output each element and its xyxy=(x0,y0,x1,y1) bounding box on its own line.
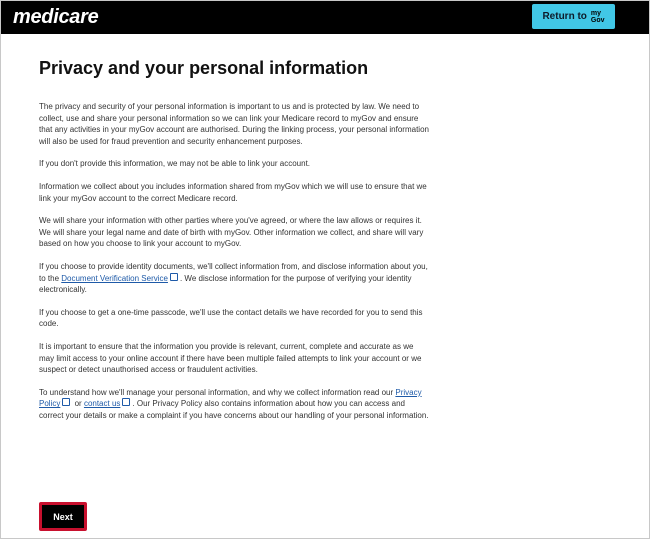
policy-text-b: . Our Privacy Policy also contains information about how you can access and correct your details or make a complaint if you have concerns about our handling of your personal information. xyxy=(39,399,429,420)
contact-us-link[interactable]: contact us xyxy=(83,399,121,409)
paragraph-info-shared: We will share your information with other parties where you've agreed, or where the law allows or requires it. We will share your legal name and date of birth with myGov. Other information we collect, and share will vary based on how you choose to link your account to myGov. xyxy=(39,216,424,249)
identity-text-b: . We disclose information for the purpose of verifying your identity electronically. xyxy=(39,273,412,295)
paragraph-info-collected: Information we collect about you includes information shared from myGov which we will use to ensure that we link your myGov account to the correct Medicare record. xyxy=(39,181,427,203)
top-header xyxy=(1,1,649,34)
policy-text-a: To understand how we'll manage your personal information, and why we collect information read our xyxy=(39,387,394,397)
mygov-logo-line2: Gov xyxy=(590,16,605,24)
mygov-logo-line1: my xyxy=(590,9,602,17)
paragraph-privacy-policy xyxy=(39,387,429,422)
paragraph-accuracy: It is important to ensure that the information you provide is relevant, current, complete and accurate as we may limit access to your online account if there have been multiple failed attempts to link your account or we suspect or detect unauthorised access or fraudulent activities. xyxy=(39,341,422,375)
paragraph-passcode: If you choose to get a one-time passcode, we'll use the contact details we have recorded for you to send this code. xyxy=(39,307,423,329)
mygov-logo xyxy=(591,10,605,24)
return-label: Return to xyxy=(542,11,587,22)
page-title: Privacy and your personal information xyxy=(39,58,369,78)
external-link-icon xyxy=(170,273,178,281)
return-to-mygov-button[interactable] xyxy=(532,4,615,29)
paragraph-identity-documents xyxy=(39,261,429,296)
main-content xyxy=(39,56,429,432)
paragraph-privacy-intro: The privacy and security of your personal information is important to us and is protected by law. We need to collect, use and share your personal information so we can link your Medicare record to myGov and ensure that any activities in your myGov account are authorised. During the linking process, your personal information will also be used for fraud prevention and security enhancement purposes. xyxy=(39,102,429,146)
paragraph-not-provide: If you don't provide this information, we may not be able to link your account. xyxy=(39,159,311,169)
policy-text-or: or xyxy=(74,399,82,409)
next-button[interactable]: Next xyxy=(39,502,87,531)
external-link-icon xyxy=(62,398,70,406)
medicare-logo: medicare xyxy=(13,6,99,28)
external-link-icon xyxy=(122,398,130,406)
document-verification-service-link[interactable]: Document Verification Service xyxy=(61,273,168,283)
privacy-policy-link[interactable]: Privacy Policy xyxy=(39,387,422,409)
identity-text-a: If you choose to provide identity documents, we'll collect information from, and disclose information about you, to the xyxy=(39,261,428,283)
